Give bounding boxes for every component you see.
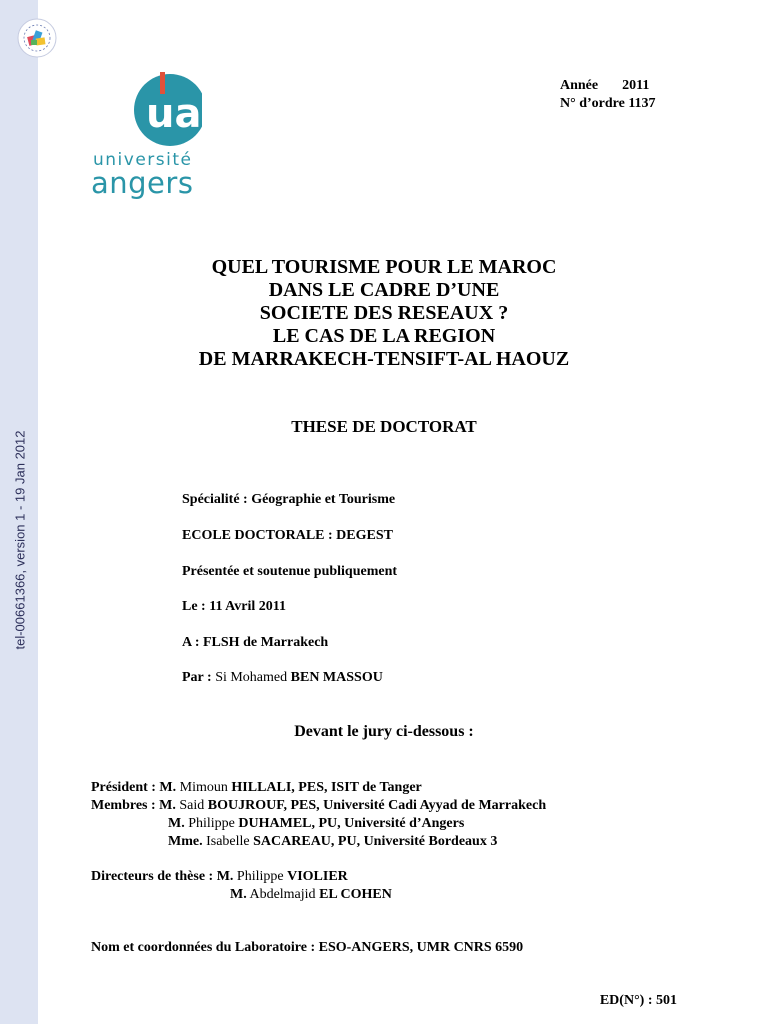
member-first-name: Said [179,798,205,813]
directeur-last-name: VIOLIER [287,869,348,884]
directeurs-label: Directeurs de thèse : [91,869,214,884]
member-title: M. [159,798,176,813]
annee-value: 2011 [622,78,650,93]
logo-text-angers: angers [91,166,194,200]
president-details: HILLALI, PES, ISIT de Tanger [231,780,422,795]
member-details: SACAREAU, PU, Université Bordeaux 3 [253,834,498,849]
jury-member [168,816,464,832]
directeur-first-name: Philippe [236,869,284,884]
author-line [182,670,383,686]
specialite: Spécialité : Géographie et Tourisme [182,492,396,507]
logo-text-universite: université [93,150,193,170]
directeur-row [230,887,392,903]
member-details: DUHAMEL, PU, Université d’Angers [238,816,465,831]
annee-row [560,77,656,95]
thesis-title [100,256,668,371]
laboratoire: Nom et coordonnées du Laboratoire : ESO-ANGERS, UMR CNRS 6590 [91,940,524,955]
annee-label: Année [560,78,599,93]
ecole-doctorale: ECOLE DOCTORALE : DEGEST [182,528,393,543]
president-first-name: Mimoun [179,780,228,795]
title-line: LE CAS DE LA REGION [272,325,496,347]
title-line: QUEL TOURISME POUR LE MAROC [211,256,557,278]
directeur-row [91,869,348,885]
member-details: BOUJROUF, PES, Université Cadi Ayyad de Marrakech [207,798,547,813]
member-first-name: Isabelle [206,834,250,849]
jury-member [168,834,497,850]
directeur-title: M. [230,887,247,902]
directeur-last-name: EL COHEN [319,887,392,902]
title-line: DE MARRAKECH-TENSIFT-AL HAOUZ [198,348,570,370]
lieu-soutenance: A : FLSH de Marrakech [182,635,329,650]
par-label: Par : [182,670,212,685]
member-title: M. [168,816,185,831]
title-line: SOCIETE DES RESEAUX ? [259,302,509,324]
jury-member [91,798,546,814]
title-line: DANS LE CADRE D’UNE [268,279,500,301]
member-first-name: Philippe [188,816,235,831]
thesis-meta [560,77,656,113]
jury-heading: Devant le jury ci-dessous : [294,723,474,740]
date-soutenance: Le : 11 Avril 2011 [182,599,286,614]
hal-stamp-text: tel-00661366, version 1 - 19 Jan 2012 [12,430,28,650]
directeur-title: M. [216,869,234,884]
jury-president [91,780,422,796]
member-title: Mme. [168,834,203,849]
hal-archive-logo-icon [17,18,57,58]
ua-mark-text: ua [146,91,202,137]
hal-sidebar [0,0,38,1024]
author-first-name: Si Mohamed [215,670,288,685]
membres-label: Membres : [91,798,156,813]
presentee: Présentée et soutenue publiquement [182,564,398,579]
numero-ordre: N° d’ordre 1137 [560,96,656,111]
author-last-name: BEN MASSOU [290,670,383,685]
president-label: Président : M. [91,780,177,795]
thesis-type: THESE DE DOCTORAT [291,417,477,436]
directeur-first-name: Abdelmajid [249,887,316,902]
ecole-doctorale-numero: ED(N°) : 501 [599,993,677,1008]
